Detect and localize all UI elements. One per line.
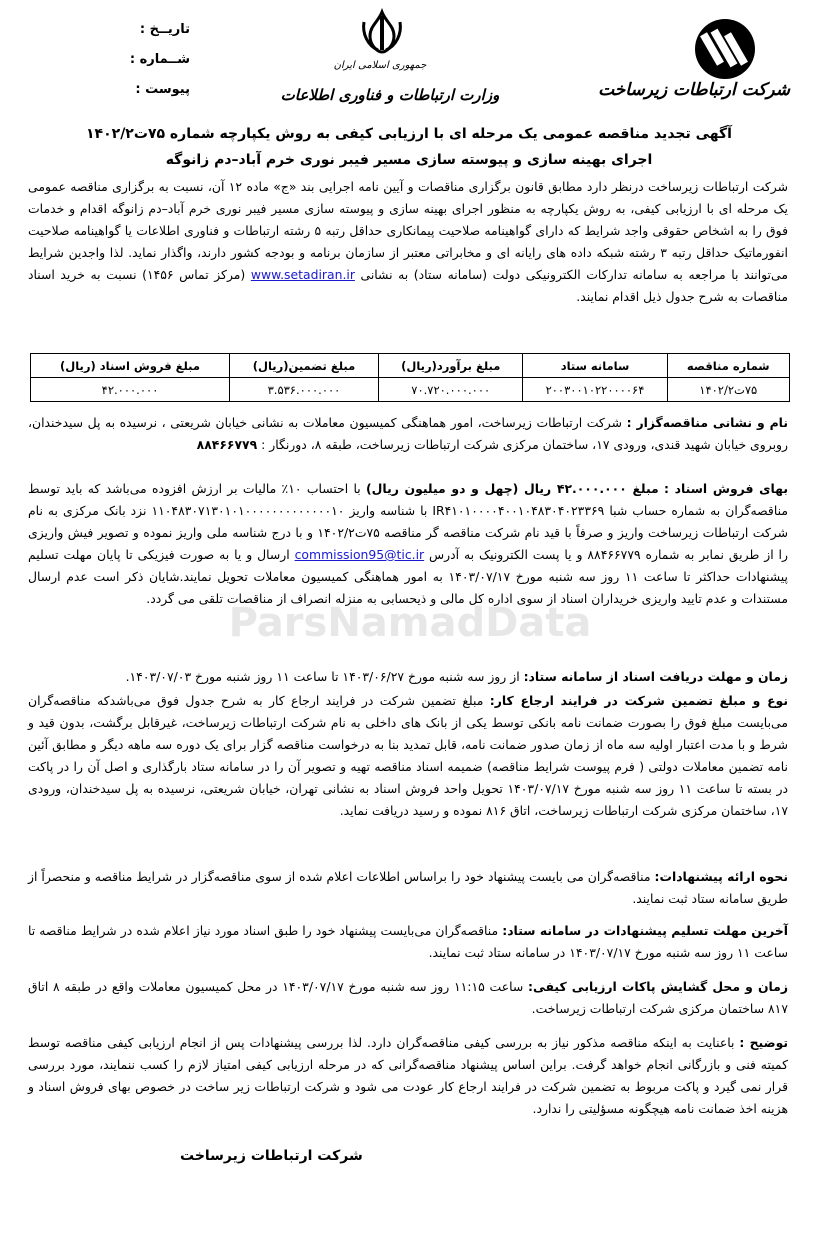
receive-label: زمان و مهلت دریافت اسناد از سامانه ستاد:: [523, 669, 788, 684]
note-text: باعنایت به اینکه مناقصه مذکور نیاز به بررسی کیفی مناقصه‌گران دارد. لذا بررسی پیشنهادات پس از انجام ارزیابی کیفی مناقصه توسط کمیته فنی و بازرگانی انجام خواهد گرفت. براین اساس پیشنهاد مناقصه‌گرانی که در مرحله ارزیابی کیفی امتیاز لازم را کسب ننمایند، مورد بررسی قرار نمی گیرد و پاکت مربوط به تضمین شرکت در فرایند ارجاع کار عودت می شود و شرکت ارتباطات زیر ساخت در خصوص بهای فروش اسناد و هزینه اخذ ضمانت نامه هیچگونه مسؤلیتی را ندارد.: [28, 1035, 788, 1116]
table-header-cell: مبلغ برآورد(ریال): [378, 354, 523, 378]
opening-label: زمان و محل گشایش پاکات ارزیابی کیفی:: [528, 979, 788, 994]
table-cell: ۳.۵۳۶.۰۰۰.۰۰۰: [230, 378, 379, 402]
guarantee-text: مبلغ تضمین شرکت در فرایند ارجاع کار به شرح جدول فوق می‌باشدکه مناقصه‌گران می‌بایست مبلغ فوق را بصورت ضمانت نامه بانکی توسط یکی از بانک های داخلی به نام شرکت ارتباطات زیرساخت، غیرقابل برگشت، بدون قید و شرط و با مدت اعتبار اولیه سه ماه از زمان صدور ضمانت نامه، قابل تمدید بنا به درخواست مناقصه گزار برای یک دوره سه ماهه دیگر و مطابق آئین نامه تضمین معاملات دولتی ( فرم پیوست شرایط مناقصه) ضمیمه اسناد مناقصه تهیه و تصویر آن را در سامانه ستاد بارگذاری و اصل آن را در پاکت در بسته تا ساعت ۱۱ روز سه شنبه مورخ ۱۴۰۳/۰۷/۱۷ تحویل واحد فروش اسناد به نشانی تهران، خیابان شریعتی، نرسیده به پل سیدخندان، ورودی ۱۷، ساختمان مرکزی شرکت ارتباطات زیرساخت، اتاق ۸۱۶ نموده و رسید دریافت نماید.: [28, 693, 788, 818]
price-label: بهای فروش اسناد :: [664, 481, 788, 496]
table-header-cell: مبلغ تضمین(ریال): [230, 354, 379, 378]
republic-text: جمهوری اسلامی ایران: [333, 60, 427, 71]
fax-number: ۸۸۴۶۶۷۷۹: [196, 437, 258, 452]
guarantee-section: [28, 690, 788, 822]
iran-emblem-icon: [358, 8, 406, 56]
watermark: ParsNamadData: [228, 600, 592, 646]
receive-section: [28, 666, 788, 688]
table-cell: ۷۰.۷۲۰.۰۰۰.۰۰۰: [378, 378, 523, 402]
opening-section: [28, 976, 788, 1020]
intro-text: شرکت ارتباطات زیرساخت درنظر دارد مطابق قانون برگزاری مناقصات و آیین نامه اجرایی بند «ج» ماده ۱۲ آن، نسبت به برگزاری مناقصه عمومی یک مرحله ای با ارزیابی کیفی، به روش یکپارچه به منظور اجرای بهینه سازی و پیوسته سازی مسیر فیبر نوری خرم آباد–دم زانوگه اقدام و خدمات فوق را به اشخاص حقوقی واجد شرایط که دارای گواهینامه صلاحیت پیمانکاری حداقل رتبه ۵ رشته ارتباطات و فناوری اطلاعات یا گواهینامه صلاحیت انفورماتیک حداقل رتبه ۳ رشته شبکه داده های رایانه ای و مخابراتی معتبر از سازمان برنامه و بودجه کشور دارند، واگذار نماید. لذا واجدین شرایط می‌توانند با مراجعه به سامانه تدارکات الکترونیکی دولت (سامانه ستاد) به نشانی: [28, 179, 788, 282]
setadiran-link[interactable]: www.setadiran.ir: [250, 267, 355, 282]
letter-meta: [70, 22, 190, 112]
receive-text: از روز سه شنبه مورخ ۱۴۰۳/۰۶/۲۷ تا ساعت ۱۱ روز شنبه مورخ ۱۴۰۳/۰۷/۰۳.: [125, 669, 520, 684]
table-header-cell: شماره مناقصه: [667, 354, 790, 378]
date-label: تاریــخ :: [139, 22, 190, 37]
table-cell: ۷۵ت۱۴۰۲/۲: [667, 378, 790, 402]
price-amount: مبلغ ۴۲.۰۰۰.۰۰۰ ریال (چهل و دو میلیون ریال): [366, 481, 659, 496]
table-header-cell: سامانه ستاد: [523, 354, 667, 378]
attachment-label: پیوست :: [135, 82, 190, 97]
submit-text: مناقصه‌گران می بایست پیشنهاد خود را براساس اطلاعات اعلام شده از سوی مناقصه‌گزار در شرایط مناقصه و منحصراً از طریق سامانه ستاد ثبت نمایند.: [28, 869, 788, 906]
note-section: [28, 1032, 788, 1120]
price-text: با احتساب ۱۰٪ مالیات بر ارزش افزوده می‌باشد که باید توسط مناقصه‌گران به شماره حساب شبا IR۴۱۰۱۰۰۰۰۴۰۰۱۰۴۸۳۰۴۰۲۳۳۶۹ با شناسه واریز ۱۱۰۴۸۳۰۷۱۳۰۱۰۱۰۰۰۰۰۰۰۰۰۰۰۰۰۱۰ نزد بانک مرکزی به نام شرکت ارتباطات زیرساخت واریز و صرفاً با قید نام شرکت مناقصه گر مناقصه ۷۵ت۱۴۰۲/۲ و با درج شناسه ملی واریز نموده و تصویر فیش واریزی را از طریق نمابر به شماره ۸۸۴۶۶۷۷۹ و یا پست الکترونیک به آدرس: [28, 481, 788, 562]
intro-after-link: (مرکز تماس ۱۴۵۶) نسبت به خرید اسناد مناقصات به شرح جدول ذیل اقدام نمایند.: [28, 267, 788, 304]
number-label: شــماره :: [129, 52, 190, 67]
signature: شرکت ارتباطات زیرساخت: [180, 1148, 363, 1164]
opening-text: ساعت ۱۱:۱۵ روز سه شنبه مورخ ۱۴۰۳/۰۷/۱۷ در محل کمیسیون معاملات واقع در طبقه ۸ اتاق ۸۱۷ ساختمان مرکزی شرکت ارتباطات زیرساخت.: [28, 979, 788, 1016]
ministry-text: وزارت ارتباطات و فناوری اطلاعات: [280, 86, 500, 104]
tender-table: [30, 353, 790, 402]
letterhead: [0, 0, 818, 125]
price-text-2: ارسال و یا به صورت فیزیکی تا پایان مهلت تسلیم پیشنهادات حداکثر تا ساعت ۱۱ روز سه شنبه مورخ ۱۴۰۳/۰۷/۱۷ به امور هماهنگی کمیسیون معاملات تحویل نمایند.شایان ذکر است عدم ارسال مستندات و عدم تایید واریزی خریداران اسناد از سوی اداره کل مالی و ذیحسابی به منزله انصراف از مناقصات تلقی می گردد.: [28, 547, 788, 606]
note-label: توضیح :: [739, 1035, 788, 1050]
address-section: [28, 412, 788, 456]
table-row: [31, 378, 790, 402]
address-label: نام و نشانی مناقصه‌گزار :: [626, 415, 788, 430]
notice-title: آگهی تجدید مناقصه عمومی یک مرحله ای با ارزیابی کیفی به روش یکپارچه شماره ۷۵ت۱۴۰۲/۲: [86, 126, 732, 142]
submit-section: [28, 866, 788, 910]
intro-paragraph: [28, 176, 788, 308]
table-cell: ۲۰۰۳۰۰۱۰۲۲۰۰۰۰۶۴: [523, 378, 667, 402]
deadline-label: آخرین مهلت تسلیم پیشنهادات در سامانه ستاد:: [502, 923, 788, 938]
deadline-text: مناقصه‌گران می‌بایست پیشنهاد خود را طبق اسناد مورد نیاز اعلام شده در شرایط مناقصه تا ساعت ۱۱ روز سه شنبه مورخ ۱۴۰۳/۰۷/۱۷ در سامانه ستاد ثبت نمایند.: [28, 923, 788, 960]
price-section: [28, 478, 788, 610]
notice-subtitle: اجرای بهینه سازی و پیوسته سازی مسیر فیبر نوری خرم آباد–دم زانوگه: [165, 152, 653, 168]
guarantee-label: نوع و مبلغ تضمین شرکت در فرایند ارجاع کار:: [489, 693, 788, 708]
company-logo-text: شرکت ارتباطات زیرساخت: [598, 80, 790, 100]
company-logo-icon: [694, 18, 756, 80]
address-text: شرکت ارتباطات زیرساخت، امور هماهنگی کمیسیون معاملات به نشانی خیابان شریعتی ، نرسیده به پل سیدخندان، روبروی خیابان شهید قندی، ورودی ۱۷، ساختمان مرکزی شرکت ارتباطات زیرساخت، طبقه ۸، دورنگار :: [28, 415, 788, 452]
submit-label: نحوه ارائه پیشنهادات:: [654, 869, 788, 884]
deadline-section: [28, 920, 788, 964]
email-link[interactable]: commission95@tic.ir: [294, 547, 425, 562]
table-cell: ۴۲.۰۰۰.۰۰۰: [31, 378, 230, 402]
table-header-row: [31, 354, 790, 378]
table-header-cell: مبلغ فروش اسناد (ریال): [31, 354, 230, 378]
